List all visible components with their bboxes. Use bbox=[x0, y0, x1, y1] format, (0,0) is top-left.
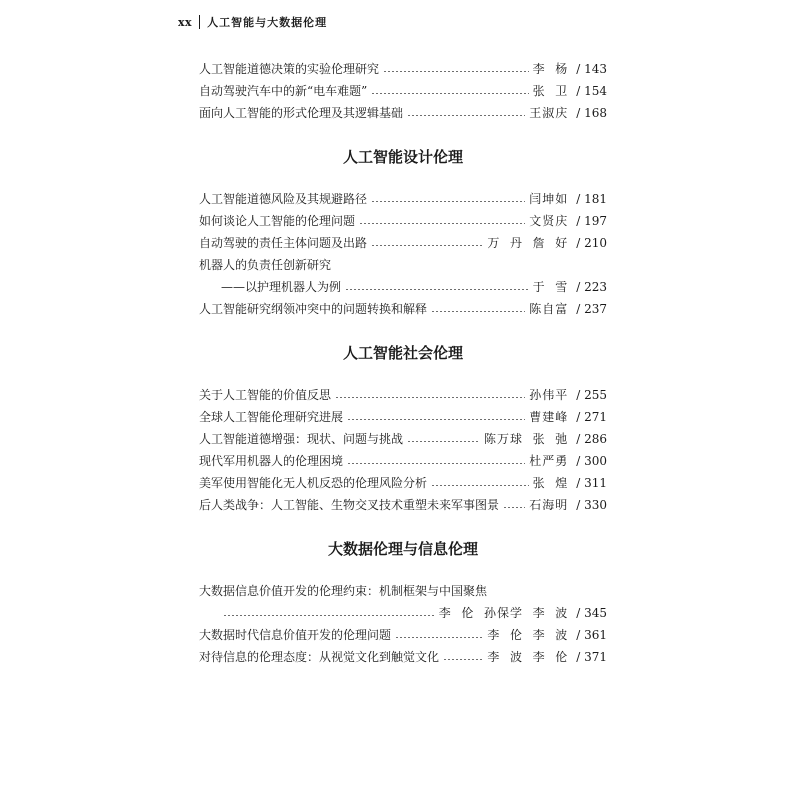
toc-entry[interactable] bbox=[199, 646, 607, 668]
entry-author: 闫坤如 bbox=[529, 192, 569, 206]
toc-entry[interactable] bbox=[199, 254, 607, 276]
entry-page: / 237 bbox=[576, 302, 607, 316]
dot-leader bbox=[371, 201, 525, 202]
entry-page: / 168 bbox=[576, 106, 607, 120]
entry-author: 于 雪 bbox=[532, 280, 569, 294]
entry-page: / 197 bbox=[576, 214, 607, 228]
entry-title: 如何谈论人工智能的伦理问题 bbox=[199, 214, 356, 228]
running-head bbox=[178, 14, 327, 30]
entry-title: 对待信息的伦理态度：从视觉文化到触觉文化 bbox=[199, 650, 440, 664]
toc-entry[interactable] bbox=[199, 472, 607, 494]
entry-author: 王淑庆 bbox=[529, 106, 569, 120]
entry-title: 人工智能道德增强：现状、问题与挑战 bbox=[199, 432, 404, 446]
entry-title: 大数据信息价值开发的伦理约束：机制框架与中国聚焦 bbox=[199, 584, 488, 598]
entry-author: 李 伦 孙保学 李 波 bbox=[438, 606, 569, 620]
section-heading: 人工智能社会伦理 bbox=[342, 344, 463, 362]
entry-author: 石海明 bbox=[529, 498, 569, 512]
entry-author: 陈万球 张 弛 bbox=[483, 432, 569, 446]
entry-author: 李 波 李 伦 bbox=[487, 650, 569, 664]
entry-author: 文贤庆 bbox=[529, 214, 569, 228]
dot-leader bbox=[395, 637, 483, 638]
entry-title: 大数据时代信息价值开发的伦理问题 bbox=[199, 628, 392, 642]
entry-author: 张 卫 bbox=[532, 84, 569, 98]
entry-page: / 271 bbox=[576, 410, 607, 424]
toc-entry[interactable] bbox=[199, 58, 607, 80]
entry-title: 人工智能道德风险及其规避路径 bbox=[199, 192, 368, 206]
table-of-contents bbox=[199, 58, 607, 668]
entry-title: 全球人工智能伦理研究进展 bbox=[199, 410, 344, 424]
entry-title: 自动驾驶的责任主体问题及出路 bbox=[199, 236, 368, 250]
entry-page: / 255 bbox=[576, 388, 607, 402]
entry-page: / 311 bbox=[576, 476, 607, 490]
toc-entry[interactable] bbox=[199, 624, 607, 646]
toc-entry[interactable] bbox=[199, 232, 607, 254]
entry-title: 后人类战争：人工智能、生物交叉技术重塑未来军事图景 bbox=[199, 498, 500, 512]
dot-leader bbox=[223, 615, 435, 616]
toc-entry[interactable] bbox=[199, 428, 607, 450]
toc-entry[interactable] bbox=[199, 384, 607, 406]
entry-title: 现代军用机器人的伦理困境 bbox=[199, 454, 344, 468]
dot-leader bbox=[443, 659, 483, 660]
entry-author: 张 煌 bbox=[532, 476, 569, 490]
entry-author: 曹建峰 bbox=[529, 410, 569, 424]
entry-page: / 181 bbox=[576, 192, 607, 206]
toc-entry[interactable] bbox=[199, 298, 607, 320]
section-heading: 大数据伦理与信息伦理 bbox=[327, 540, 478, 558]
entry-subtitle: ——以护理机器人为例 bbox=[221, 280, 342, 294]
dot-leader bbox=[345, 289, 529, 290]
entry-title: 机器人的负责任创新研究 bbox=[199, 258, 332, 272]
book-title: 人工智能与大数据伦理 bbox=[207, 16, 328, 29]
entry-title: 人工智能研究纲领冲突中的问题转换和解释 bbox=[199, 302, 428, 316]
dot-leader bbox=[503, 507, 525, 508]
entry-title: 美军使用智能化无人机反恐的伦理风险分析 bbox=[199, 476, 428, 490]
dot-leader bbox=[431, 485, 529, 486]
dot-leader bbox=[335, 397, 525, 398]
header-divider bbox=[199, 15, 200, 29]
entry-page: / 371 bbox=[576, 650, 607, 664]
entry-page: / 300 bbox=[576, 454, 607, 468]
entry-author: 孙伟平 bbox=[529, 388, 569, 402]
toc-entry[interactable] bbox=[199, 580, 607, 602]
dot-leader bbox=[371, 245, 483, 246]
entry-author: 万 丹 詹 好 bbox=[487, 236, 569, 250]
entry-title: 关于人工智能的价值反思 bbox=[199, 388, 332, 402]
entry-page: / 154 bbox=[576, 84, 607, 98]
section-heading: 人工智能设计伦理 bbox=[342, 148, 463, 166]
toc-entry[interactable] bbox=[199, 102, 607, 124]
entry-author: 李 杨 bbox=[532, 62, 569, 76]
toc-entry[interactable] bbox=[199, 188, 607, 210]
toc-entry[interactable] bbox=[199, 450, 607, 472]
dot-leader bbox=[407, 441, 480, 442]
entry-page: / 330 bbox=[576, 498, 607, 512]
entry-page: / 361 bbox=[576, 628, 607, 642]
entry-author: 李 伦 李 波 bbox=[487, 628, 569, 642]
page-number: xx bbox=[178, 15, 193, 29]
entry-page: / 223 bbox=[576, 280, 607, 294]
toc-entry-continuation[interactable] bbox=[199, 602, 607, 624]
toc-entry[interactable] bbox=[199, 494, 607, 516]
dot-leader bbox=[431, 311, 525, 312]
dot-leader bbox=[407, 115, 525, 116]
toc-entry[interactable] bbox=[199, 210, 607, 232]
entry-title: 自动驾驶汽车中的新“电车难题” bbox=[199, 84, 368, 98]
entry-page: / 345 bbox=[576, 606, 607, 620]
entry-page: / 143 bbox=[576, 62, 607, 76]
entry-title: 面向人工智能的形式伦理及其逻辑基础 bbox=[199, 106, 404, 120]
dot-leader bbox=[347, 419, 525, 420]
entry-page: / 210 bbox=[576, 236, 607, 250]
toc-entry[interactable] bbox=[199, 80, 607, 102]
dot-leader bbox=[359, 223, 525, 224]
dot-leader bbox=[371, 93, 528, 94]
entry-author: 杜严勇 bbox=[529, 454, 569, 468]
toc-entry-subtitle[interactable] bbox=[199, 276, 607, 298]
entry-title: 人工智能道德决策的实验伦理研究 bbox=[199, 62, 380, 76]
entry-author: 陈自富 bbox=[529, 302, 569, 316]
dot-leader bbox=[347, 463, 525, 464]
dot-leader bbox=[383, 71, 529, 72]
toc-entry[interactable] bbox=[199, 406, 607, 428]
entry-page: / 286 bbox=[576, 432, 607, 446]
